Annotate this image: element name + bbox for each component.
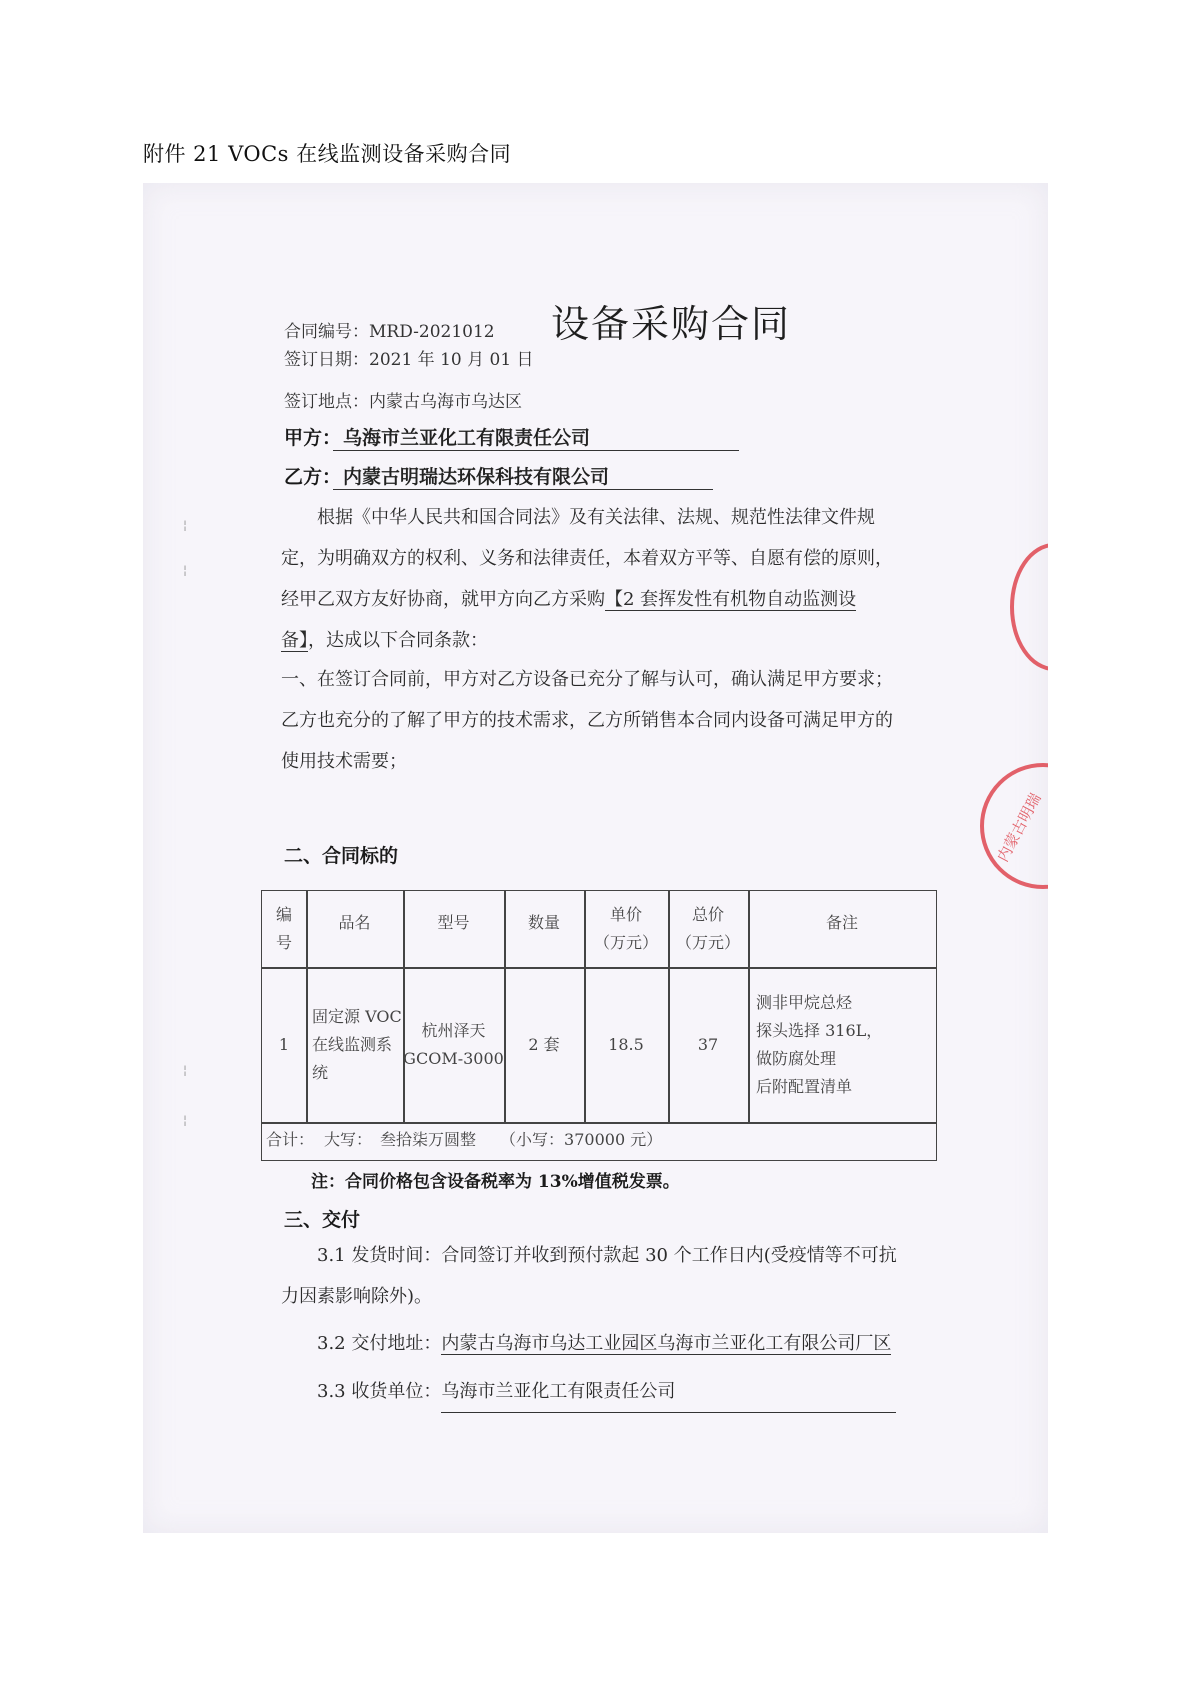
header-remark: 备注 [825,913,858,932]
delivery-receiver [281,1371,921,1413]
preamble-line: 定，为明确双方的权利、义务和法律责任，本着双方平等、自愿有偿的原则， [281,548,893,569]
header-unit-price: 单价 （万元） [593,905,658,952]
party-b-name: 内蒙古明瑞达环保科技有限公司 [333,462,713,490]
total-label: 合计： [266,1130,315,1149]
preamble-line [281,620,921,661]
row-unit-price: 18.5 [608,1034,644,1054]
preamble-line [281,579,921,620]
contract-subject-table [261,890,937,1161]
clause-line: 使用技术需要； [281,751,407,772]
header-model: 型号 [437,913,470,932]
row-remark: 测非甲烷总烃 探头选择 316L， 做防腐处理 后附配置清单 [756,992,883,1096]
party-a-label: 甲方： [284,427,342,449]
address-label: 3.2 交付地址： [317,1333,442,1354]
scanned-contract-page [143,183,1048,1533]
clause-line: 一、在签订合同前，甲方对乙方设备已充分了解与认可，确认满足甲方要求； [281,669,893,690]
header-no: 编 号 [275,905,292,952]
receiver-label: 3.3 收货单位： [317,1381,442,1402]
header-quantity: 数量 [527,913,560,932]
delivery-line [281,1323,921,1364]
seal-text-icon [984,767,1048,885]
attachment-caption: 附件 21 VOCs 在线监测设备采购合同 [143,142,512,166]
sign-date: 签订日期：2021 年 10 月 01 日 [284,350,534,370]
row-no: 1 [278,1034,290,1054]
row-product-name: 固定源 VOC 在线监测系 统 [312,1006,402,1082]
total-amount-words: 叁拾柒万圆整 [380,1130,477,1149]
section-3-title: 三、交付 [284,1209,361,1231]
contract-title: 设备采购合同 [550,302,791,346]
binding-mark: ¦ [183,1113,188,1127]
delivery-line [281,1371,921,1413]
preamble-text: ，达成以下合同条款： [308,630,488,651]
delivery-line: 3.1 发货时间：合同签订并收到预付款起 30 个工作日内(受疫情等不可抗 [317,1245,897,1266]
svg-text:内蒙古明瑞: 内蒙古明瑞 [993,790,1045,865]
address-value: 内蒙古乌海市乌达工业园区乌海市兰亚化工有限公司厂区 [441,1333,892,1354]
purchase-subject-end: 备】 [281,630,308,651]
seal-stamp-partial [1010,543,1048,671]
row-quantity: 2 套 [528,1034,560,1054]
total-amount-number: （小写：370000 元） [500,1130,663,1149]
row-total-price: 37 [697,1034,719,1054]
section-2-title: 二、合同标的 [284,845,399,867]
clause-1 [281,659,921,782]
binding-mark: ¦ [183,1063,188,1077]
sign-place: 签订地点：内蒙古乌海市乌达区 [284,392,522,412]
header-total-price: 总价 （万元） [675,905,740,952]
delivery-time [281,1235,921,1317]
header-name: 品名 [338,913,371,932]
party-b-label: 乙方： [284,466,342,488]
preamble-line: 根据《中华人民共和国合同法》及有关法律、法规、规范性法律文件规 [317,507,875,528]
delivery-address [281,1323,921,1364]
preamble-paragraph [281,497,921,661]
contract-number: 合同编号：MRD-2021012 [284,322,495,342]
price-note: 注：合同价格包含设备税率为 13%增值税发票。 [311,1172,680,1192]
table-total-row [262,1122,936,1158]
row-model: 杭州泽天 GCOM-3000 [403,1020,504,1068]
purchase-subject: 【2 套挥发性有机物自动监测设 [605,589,857,610]
seal-stamp [980,763,1048,889]
clause-line: 乙方也充分的了解了甲方的技术需求，乙方所销售本合同内设备可满足甲方的 [281,710,893,731]
binding-mark: ¦ [183,518,188,532]
receiver-value: 乌海市兰亚化工有限责任公司 [441,1371,896,1413]
party-a-name: 乌海市兰亚化工有限责任公司 [333,423,739,451]
preamble-text: 经甲乙双方友好协商，就甲方向乙方采购 [281,589,605,610]
binding-mark: ¦ [183,563,188,577]
total-daxie-label: 大写： [324,1130,373,1149]
delivery-line: 力因素影响除外)。 [281,1286,433,1307]
